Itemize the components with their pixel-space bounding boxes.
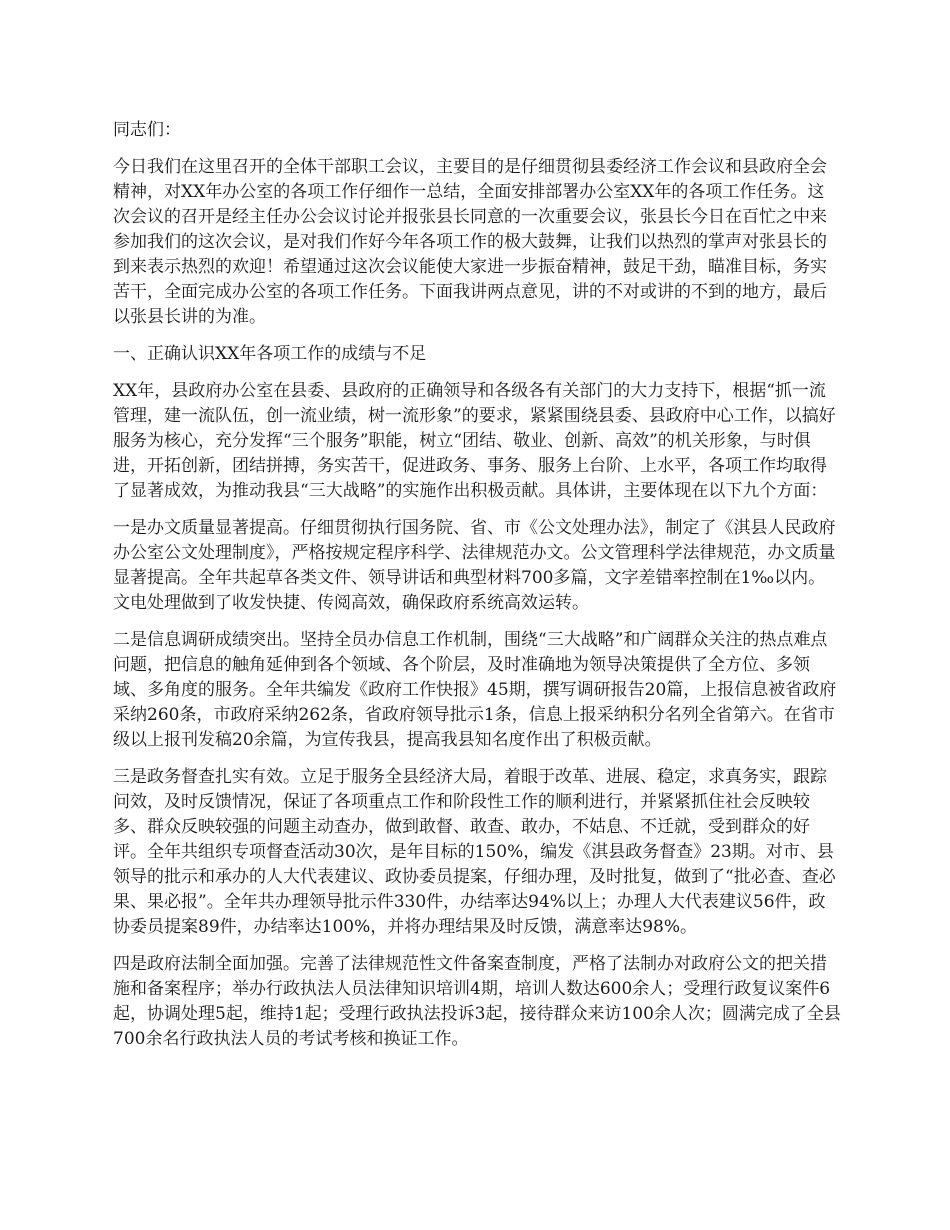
point-four-paragraph: 四是政府法制全面加强。完善了法律规范性文件备案查制度，严格了法制办对政府公文的把关措施和备案程序；举办行政执法人员法律知识培训4期，培训人数达600余人；受理行政复议案件6起，协调处理5起，维持1起；受理行政执法投诉3起，接待群众来访100余人次；圆满完成了全县700余名行政执法人员的考试考核和换证工作。 <box>113 954 841 1049</box>
document-body <box>113 118 841 1064</box>
point-three-paragraph: 三是政务督查扎实有效。立足于服务全县经济大局，着眼于改革、进展、稳定，求真务实，跟踪问效，及时反馈情况，保证了各项重点工作和阶段性工作的顺利进行，并紧紧抓住社会反映较多、群众反映较强的问题主动查办，做到敢督、敢查、敢办，不姑息、不迁就，受到群众的好评。全年共组织专项督查活动30次，是年目标的150%，编发《淇县政务督查》23期。对市、县领导的批示和承办的人大代表建议、政协委员提案，仔细办理，及时批复，做到了“批必查、查必果、果必报”。全年共办理领导批示件330件，办结率达94%以上；办理人大代表建议56件，政协委员提案89件，办结率达100%，并将办理结果及时反馈，满意率达98%。 <box>113 767 836 937</box>
summary-paragraph: XX年，县政府办公室在县委、县政府的正确领导和各级各有关部门的大力支持下，根据“抓一流管理，建一流队伍，创一流业绩，树一流形象”的要求，紧紧围绕县委、县政府中心工作，以搞好服务为核心，充分发挥“三个服务”职能，树立“团结、敬业、创新、高效”的机关形象，与时俱进，开拓创新，团结拼搏，务实苦干，促进政务、事务、服务上台阶、上水平，各项工作均取得了显著成效，为推动我县“三大战略”的实施作出积极贡献。具体讲，主要体现在以下九个方面： <box>113 381 836 501</box>
opening-paragraph: 今日我们在这里召开的全体干部职工会议，主要目的是仔细贯彻县委经济工作会议和县政府全会精神，对XX年办公室的各项工作仔细作一总结，全面安排部署办公室XX年的各项工作任务。这次会议的召开是经主任办公会议讨论并报张县长同意的一次重要会议，张县长今日在百忙之中来参加我们的这次会议，是对我们作好今年各项工作的极大鼓舞，让我们以热烈的掌声对张县长的到来表示热烈的欢迎！希望通过这次会议能使大家进一步振奋精神，鼓足干劲，瞄准目标，务实苦干，全面完成办公室的各项工作任务。下面我讲两点意见，讲的不对或讲的不到的地方，最后以张县长讲的为准。 <box>113 157 827 327</box>
greeting: 同志们： <box>113 120 181 140</box>
section-heading: 一、正确认识XX年各项工作的成绩与不足 <box>113 344 427 364</box>
point-one-paragraph: 一是办文质量显著提高。仔细贯彻执行国务院、省、市《公文处理办法》，制定了《淇县人民政府办公室公文处理制度》，严格按规定程序科学、法律规范办文。公文管理科学法律规范，办文质量显著提高。全年共起草各类文件、领导讲话和典型材料700多篇，文字差错率控制在1‰以内。文电处理做到了收发快捷、传阅高效，确保政府系统高效运转。 <box>113 518 836 613</box>
point-two-paragraph: 二是信息调研成绩突出。坚持全员办信息工作机制，围绕“三大战略”和广阔群众关注的热点难点问题，把信息的触角延伸到各个领域、各个阶层，及时准确地为领导决策提供了全方位、多领域、多角度的服务。全年共编发《政府工作快报》45期，撰写调研报告20篇，上报信息被省政府采纳260条，市政府采纳262条，省政府领导批示1条，信息上报采纳积分名列全省第六。在省市级以上报刊发稿20余篇，为宣传我县，提高我县知名度作出了积极贡献。 <box>113 630 837 750</box>
